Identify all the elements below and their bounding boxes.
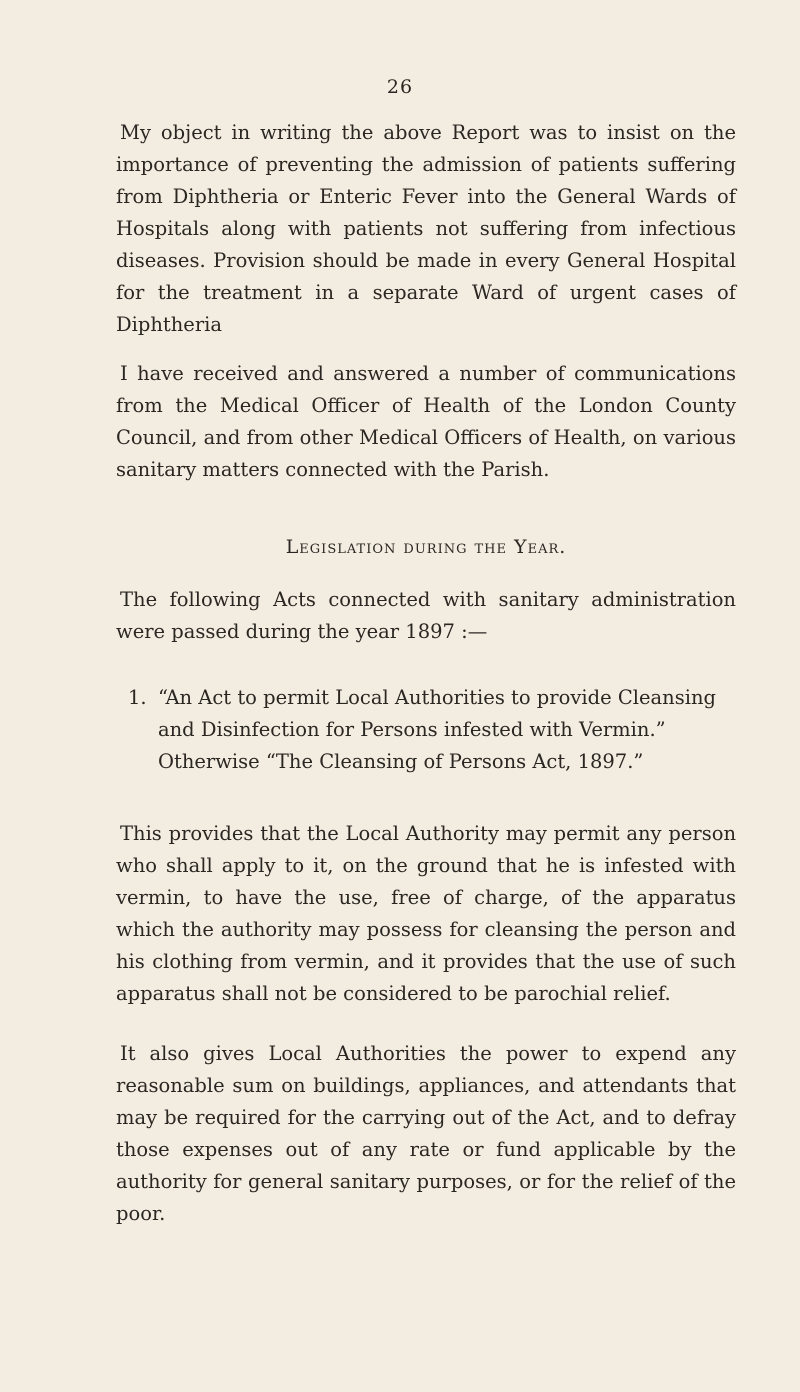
paragraph-communications: I have received and answered a number of communications from the Medical Officer of Health of the London County Council, and from other Medical Officers of Health, on various sanitary matters connected with the Parish. [116, 362, 736, 481]
paragraph-act-provisions: This provides that the Local Authority may permit any person who shall apply to it, on the ground that he is infested with vermin, to have the use, free of charge, of the apparatus which the authority may possess for cleansing the person and his clothing from vermin, and it provides that the use of such apparatus shall not be considered to be parochial relief. [116, 822, 736, 1005]
section-heading-text: Legislation during the Year. [285, 536, 567, 558]
paragraph-act-powers: It also gives Local Authorities the power to expend any reasonable sum on buildings, appliances, and attendants that may be required for the carrying out of the Act, and to defray those expenses out of any rate or fund applicable by the authority for general sanitary purposes, or for the relief of the poor. [116, 1042, 736, 1225]
page-number: 26 [386, 76, 414, 98]
list-item [128, 682, 738, 778]
list-item-number: 1. [128, 686, 147, 709]
paragraph-report-object: My object in writing the above Report was to insist on the importance of preventing the admission of patients suffering from Diphtheria or Enteric Fever into the General Wards of Hospitals along with patients not suffering from infectious diseases. Provision should be made in every General Hospital for the treatment in a separate Ward of urgent cases of Diphtheria [116, 121, 736, 336]
paragraph-acts-intro: The following Acts connected with sanitary administration were passed during the year 1897 :— [116, 588, 736, 643]
section-heading [116, 536, 736, 558]
list-item-text: “An Act to permit Local Authorities to provide Cleansing and Disinfection for Persons infested with Vermin.” Otherwise “The Cleansing of Persons Act, 1897.” [158, 686, 716, 773]
